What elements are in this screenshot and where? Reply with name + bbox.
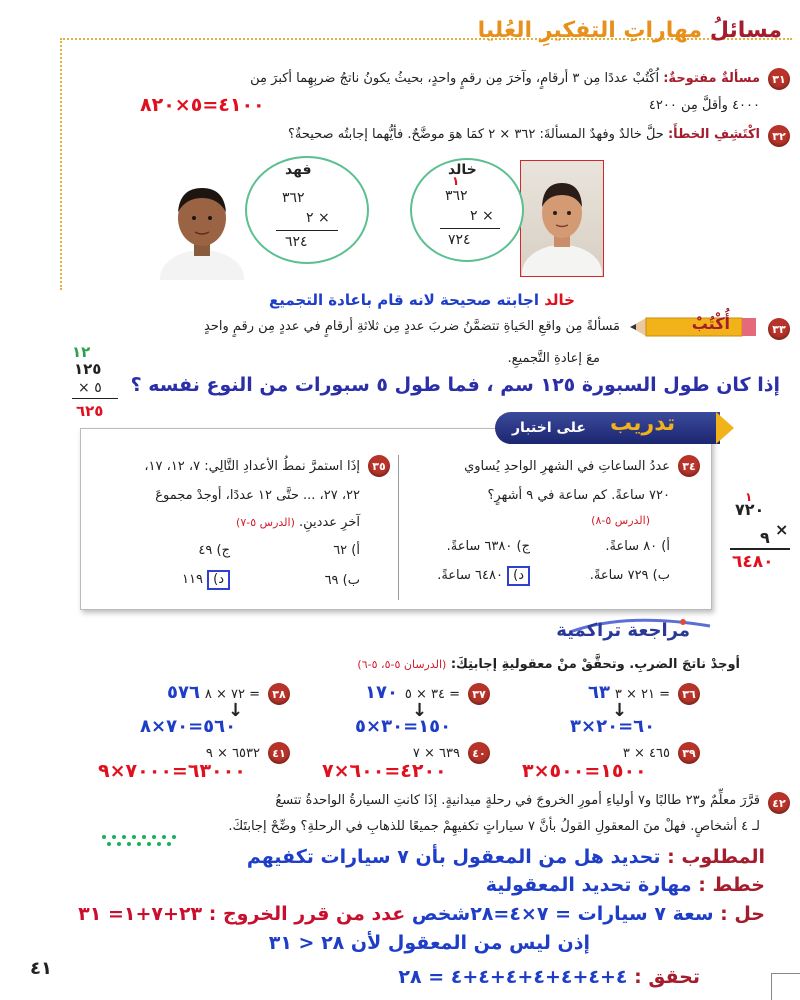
- fahd-top-number: ٣٦٢: [282, 190, 305, 206]
- q32-answer-name: خالد: [544, 291, 575, 309]
- q40-problem: ٦٣٩ × ٧: [412, 746, 460, 761]
- q33-line1: مَسألةً مِن واقعِ الحَياةِ تتضمَّنُ ضربَ عددٍ مِن ثلاثةِ أرقامٍ في عددٍ مِن رقمٍ واحدٍ: [204, 319, 620, 334]
- solve-label: حل :: [720, 903, 765, 925]
- required-label: المطلوب :: [667, 846, 765, 868]
- check-text: ٤+٤+٤+٤+٤+٤+٤ = ٢٨: [398, 966, 628, 988]
- q33-carry: ١٢: [72, 343, 91, 361]
- q34-line1: عددُ الساعاتِ في الشهرِ الواحدِ يُساوي: [464, 459, 670, 474]
- q34-lesson: (الدرس ٥-٨): [591, 514, 650, 527]
- q41-problem: ٦٥٣٢ × ٩: [205, 746, 260, 761]
- q37-arrow: ↓: [412, 700, 428, 721]
- q42-line2: لـ ٤ أشخاصٍ. فهلْ منَ المعقولِ القولُ بأنَّ ٧ سياراتٍ تكفيهِمْ جميعًا للذهابِ في الرحلةِ؟ وضِّحْ إجابتَكَ.: [228, 819, 760, 834]
- khalid-photo: [520, 160, 604, 277]
- page-number: ٤١: [30, 958, 52, 979]
- q35-line2: ٢٢، ٢٧، ... حتَّى ١٢ عددًا، أوجدْ مجموعَ: [155, 488, 360, 503]
- solution-conclusion: إذن ليس من المعقول لأن ٢٨ < ٣١: [268, 932, 590, 954]
- question-number-36: ٣٦: [678, 683, 700, 705]
- required-text: تحديد هل من المعقول بأن ٧ سيارات تكفيهم: [246, 846, 661, 868]
- q34-option-b: ب) ٧٢٩ ساعةً.: [589, 568, 670, 583]
- question-number-39: ٣٩: [678, 742, 700, 764]
- khalid-multiplier: × ٢: [470, 208, 494, 224]
- q42-line1: قرَّرَ معلِّمٌ و٢٣ طالبًا و٧ أولياءِ أمورِ الخروجَ في رحلةٍ ميدانيةٍ. إذَا كانتِ السيارةُ الواحدةُ تتسعُ: [275, 793, 760, 808]
- q38-arrow: ↓: [228, 700, 244, 721]
- write-label: أُكْتُبْ: [691, 314, 730, 333]
- q34-line2: ٧٢٠ ساعةً. كم ساعة في ٩ أشهرٍ؟: [487, 488, 670, 503]
- corner-mark: [771, 973, 800, 1000]
- solution-solve: [78, 903, 765, 925]
- highlight-dots: [100, 832, 190, 846]
- question-number-37: ٣٧: [468, 683, 490, 705]
- question-number-32: ٣٢: [768, 125, 790, 147]
- q31-text: [60, 70, 760, 88]
- boy-illustration-khalid: [521, 161, 603, 276]
- q31-line2: ٤٠٠٠ وأقلَّ مِن ٤٢٠٠: [648, 98, 760, 113]
- q41-answer: ٦٣٠٠٠=٧٠٠٠×٩: [98, 760, 246, 782]
- q37-problem: ٣٤ × ٥ =: [404, 687, 460, 702]
- q35-d-text: ١١٩: [182, 572, 203, 587]
- q32-answer-text: اجابته صحيحة لانه قام باعادة التجميع: [268, 291, 540, 309]
- q34-d-selected[interactable]: د): [507, 566, 530, 586]
- q36-problem: ٢١ × ٣ =: [614, 687, 670, 702]
- q35-line3-text: آخرِ عددينِ.: [299, 515, 360, 530]
- q35-option-c: ج) ٤٩: [198, 543, 230, 558]
- q38-answer: ٥٧٦: [167, 682, 200, 703]
- q35-option-d: [182, 570, 230, 590]
- solution-check: [398, 966, 700, 988]
- boy-illustration-fahd: [160, 172, 245, 280]
- side-factor: ٩: [760, 528, 770, 547]
- dotted-underline-icon: [100, 833, 190, 847]
- test-prep-divider: [398, 455, 399, 600]
- q35-option-b: ب) ٦٩: [324, 573, 360, 588]
- khalid-result-line: [440, 228, 500, 229]
- side-top-number: ٧٢٠: [735, 500, 765, 519]
- plan-label: خطط :: [698, 874, 765, 896]
- question-number-42: ٤٢: [768, 792, 790, 814]
- banner-arrow: [716, 412, 734, 444]
- khalid-name: خالد: [448, 162, 477, 178]
- title-part1: مسائلُ: [709, 18, 782, 43]
- q33-result-line: [72, 398, 118, 399]
- q34-option-c: ج) ٦٣٨٠ ساعةً.: [446, 539, 530, 554]
- q33-multiplier: ٥ ×: [78, 380, 102, 396]
- side-multiply-sign: ×: [775, 520, 789, 539]
- khalid-carry: ١: [452, 174, 460, 188]
- q35-option-a: أ) ٦٢: [333, 543, 360, 558]
- q34-option-d: [437, 566, 530, 586]
- fahd-photo: [160, 172, 245, 280]
- q33-written-problem: إذا كان طول السبورة ١٢٥ سم ، فما طول ٥ سبورات من النوع نفسه ؟: [130, 374, 780, 396]
- q32-statement: حلَّ خالدٌ وفهدٌ المسألةَ: ٣٦٢ × ٢ كمَا هوَ موضَّحٌ. فأيُّهما إجابتُه صحيحةٌ؟: [287, 127, 664, 142]
- question-number-41: ٤١: [268, 742, 290, 764]
- q32-text: [60, 126, 760, 144]
- solution-required: [247, 846, 765, 868]
- review-lesson: (الدرسان ٥-٥، ٥-٦): [357, 658, 447, 671]
- q35-line1: إذَا استمرَّ نمطُ الأعدادِ التَّالِي: ٧، ١٢، ١٧،: [144, 459, 360, 474]
- side-result-line: [730, 548, 790, 550]
- side-result: ٦٤٨٠: [732, 552, 774, 572]
- question-number-33: ٣٣: [768, 318, 790, 340]
- plan-text: مهارة تحديد المعقولية: [485, 874, 692, 896]
- q32-answer: [269, 291, 575, 309]
- check-label: تحقق :: [634, 966, 700, 988]
- khalid-top-number: ٣٦٢: [445, 188, 468, 204]
- q34-d-text: ٦٤٨٠ ساعةً.: [437, 568, 503, 583]
- q38-problem: ٧٢ × ٨ =: [204, 687, 260, 702]
- question-number-35: ٣٥: [368, 455, 390, 477]
- q38-check: ٥٦٠=٧٠×٨: [140, 716, 237, 737]
- q35-line3: [236, 514, 360, 532]
- question-number-38: ٣٨: [268, 683, 290, 705]
- q33-top-number: ١٢٥: [74, 360, 102, 378]
- solution-plan: [486, 874, 765, 896]
- question-number-40: ٤٠: [468, 742, 490, 764]
- q36-arrow: ↓: [612, 700, 628, 721]
- page-title: [478, 18, 782, 43]
- q31-line1: اُكْتُبْ عددًا مِن ٣ أرقامٍ، وآخرَ مِن رقمٍ واحدٍ، بحيثُ يكونُ ناتجُ ضربِهِما أكبرَ مِن: [250, 71, 660, 86]
- q35-d-selected[interactable]: د): [207, 570, 230, 590]
- fahd-result: ٦٢٤: [285, 234, 308, 250]
- review-instruction: [357, 656, 740, 674]
- review-title: مراجعة تراكمية: [556, 620, 690, 641]
- review-instruction-text: أوجدْ ناتجَ الضربِ. وتحقَّقْ منْ معقوليةِ إجابتِكَ:: [450, 657, 740, 672]
- q36-answer: ٦٣: [588, 682, 610, 703]
- q32-label: اكْتَشِفِ الخطأَ:: [667, 127, 760, 142]
- q37-check: ١٥٠=٣٠×٥: [355, 716, 452, 737]
- q33-result: ٦٢٥: [76, 402, 104, 420]
- solve-text1: سعة ٧ سيارات = ٧×٤=٢٨شخص: [411, 903, 714, 925]
- q35-lesson: (الدرس ٥-٧): [236, 516, 295, 529]
- q39-answer: ١٥٠٠=٥٠٠×٣: [522, 760, 647, 782]
- q31-answer: ٤١٠٠=٥×٨٢٠: [140, 94, 265, 116]
- question-number-31: ٣١: [768, 68, 790, 90]
- fahd-result-line: [276, 230, 338, 231]
- q31-label: مسألةٌ مفتوحةٌ:: [663, 71, 760, 86]
- fahd-name: فهد: [285, 162, 312, 178]
- title-part2: مهاراتِ التفكيرِ العُليا: [477, 18, 703, 43]
- q34-option-a: أ) ٨٠ ساعةً.: [605, 539, 670, 554]
- banner-big-text: تدريب: [610, 411, 676, 436]
- q36-check: ٦٠=٢٠×٣: [570, 716, 656, 737]
- side-carry: ١: [745, 490, 753, 504]
- q39-problem: ٤٦٥ × ٣: [622, 746, 670, 761]
- solve-text2: عدد من قرر الخروج : ٢٣+٧+١= ٣١: [78, 903, 406, 925]
- fahd-multiplier: × ٢: [306, 210, 330, 226]
- q33-line2: معَ إعادةِ التَّجميعِ.: [507, 351, 600, 366]
- q40-answer: ٤٢٠٠=٦٠٠×٧: [322, 760, 447, 782]
- question-number-34: ٣٤: [678, 455, 700, 477]
- q37-answer: ١٧٠: [365, 682, 398, 703]
- khalid-result: ٧٢٤: [448, 232, 471, 248]
- banner-small-text: على اختبار: [512, 420, 586, 436]
